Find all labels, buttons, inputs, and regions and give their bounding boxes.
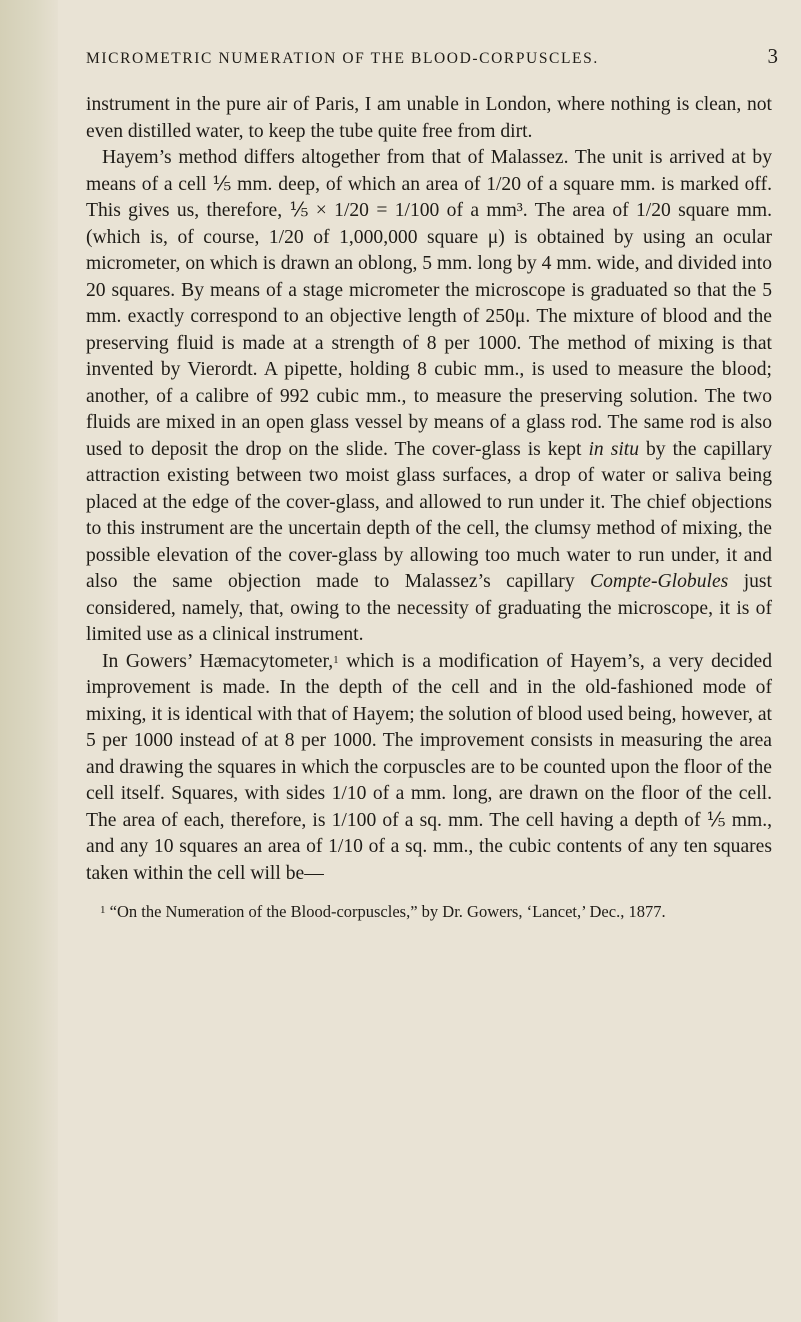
book-spine-shadow xyxy=(0,0,58,1322)
page-number: 3 xyxy=(767,44,778,68)
footnote xyxy=(86,901,772,923)
book-page xyxy=(86,44,778,923)
body-text xyxy=(86,92,772,887)
paragraph-2-text-continued: by the capillary attraction existing between two moist glass surfaces, a drop of water or saliva being placed at the edge of the cover-glass, and allowed to run under it. The chief objections to this instrument are the uncertain depth of the cell, the clumsy method of mixing, the possible elevation of the cover-glass by allowing too much water to run under, it and also the same objection made to Malassez’s capillary xyxy=(86,438,773,592)
paragraph-2-text: Hayem’s method differs altogether from that of Malassez. The unit is arrived at by means of a cell ⅕ mm. deep, of which an area of 1/20 of a square mm. is marked off. This gives us, therefore, ⅕ × 1/20 = 1/100 of a mm³. The area of 1/20 square mm. (which is, of course, 1/20 of 1,000,000 square μ) is obtained by using an ocular micrometer, on which is drawn an oblong, 5 mm. long by 4 mm. wide, and divided into 20 squares. By means of a stage micrometer the microscope is graduated so that the 5 mm. exactly correspond to an objective length of 250μ. The mixture of blood and the preserving fluid is made at a strength of 8 per 1000. The method of mixing is that invented by Vierordt. A pipette, holding 8 cubic mm., is used to measure the blood; another, of a calibre of 992 cubic mm., to measure the preserving solution. The two fluids are mixed in an open glass vessel by means of a glass rod. The same rod is also used to deposit the drop on the slide. The cover-glass is kept xyxy=(86,147,772,460)
running-title: MICROMETRIC NUMERATION OF THE BLOOD-CORPUSCLES. xyxy=(86,50,599,67)
paragraph-2 xyxy=(86,145,772,649)
footnote-text: “On the Numeration of the Blood-corpuscles,” by Dr. Gowers, ‘Lancet,’ Dec., 1877. xyxy=(109,902,666,921)
running-header xyxy=(86,44,778,80)
footnote-marker: 1 xyxy=(100,904,106,916)
paragraph-2-italic-compte-globules: Compte-Globules xyxy=(590,571,729,592)
paragraph-2-italic-in-situ: in situ xyxy=(588,438,640,460)
paragraph-3 xyxy=(86,649,772,888)
paragraph-3-text: In Gowers’ Hæmacytometer, xyxy=(102,650,334,672)
footnote-reference: 1 xyxy=(333,653,339,666)
paragraph-1 xyxy=(86,92,772,145)
paragraph-3-text-continued: which is a modification of Hayem’s, a very decided improvement is made. In the depth of the cell and in the old-fashioned mode of mixing, it is identical with that of Hayem; the solution of blood used being, however, at 5 per 1000 instead of at 8 per 1000. The improvement consists in measuring the area and drawing the squares in which the corpuscles are to be counted upon the floor of the cell itself. Squares, with sides 1/10 of a mm. long, are drawn on the floor of the cell. The area of each, therefore, is 1/100 of a sq. mm. The cell having a depth of ⅕ mm., and any 10 squares an area of 1/10 of a sq. mm., the cubic contents of any ten squares taken within the cell will be— xyxy=(86,650,772,884)
footnote-line xyxy=(86,901,772,923)
paragraph-2-text-end: just considered, namely, that, owing to the necessity of graduating the microscope, it is of limited use as a clinical instrument. xyxy=(86,571,772,645)
paragraph-1-text: instrument in the pure air of Paris, I am unable in London, where nothing is clean, not even distilled water, to keep the tube quite free from dirt. xyxy=(86,94,772,142)
